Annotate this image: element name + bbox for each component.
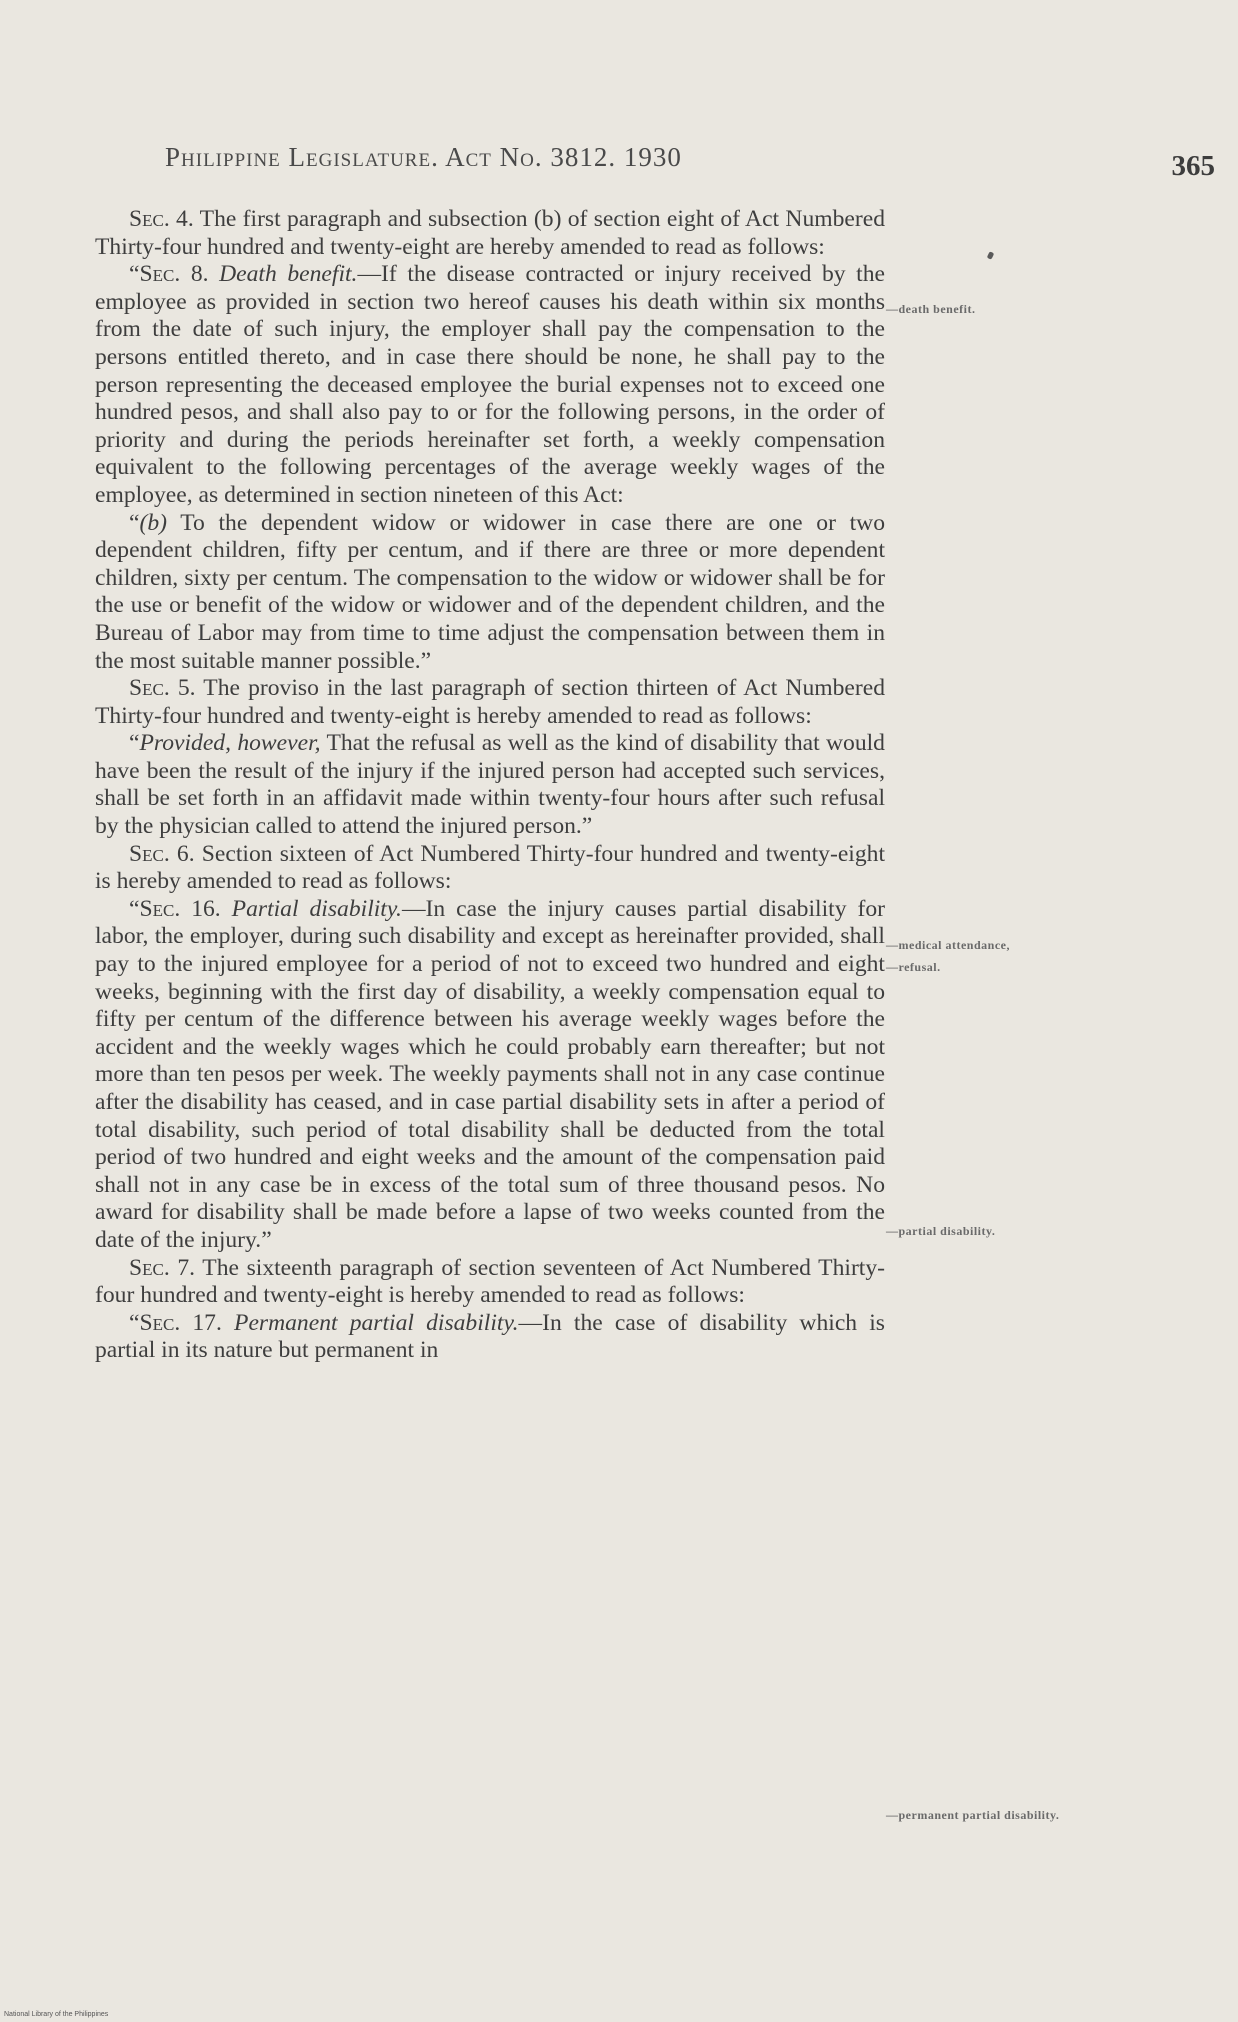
paragraph-text: The proviso in the last paragraph of section thirteen of Act Numbered Thirty-four hundred and twenty-eight is hereby amended to read as follows: — [95, 675, 885, 729]
paragraph-proviso — [95, 730, 885, 840]
paragraph-sec-6 — [95, 841, 885, 896]
open-quote: “ — [129, 509, 140, 536]
section-title: Permanent partial disability. — [221, 1309, 519, 1336]
section-label: Sec. 5. — [129, 675, 196, 702]
open-quote: “ — [129, 730, 140, 757]
paragraph-text: —If the disease contracted or injury received by the employee as provided in section two hereof causes his death within six months from the date of such injury, the employer shall pay the compensation to the persons entitled thereto, and in case there should be none, he shall pay to the person representing the deceased employee the burial expenses not to exceed one hundred pesos, and shall also pay to or for the following persons, in the order of priority and during the periods hereinafter set forth, a weekly compensation equivalent to the following percentages of the average weekly wages of the employee, as determined in section nineteen of this Act: — [95, 261, 885, 508]
page-number: 365 — [1171, 150, 1215, 182]
paragraph-text: That the refusal as well as the kind of disability that would have been the result of the injury if the injured person had accepted such services, shall be set forth in an affidavit made within twenty-four hours after such refusal by the physician called to attend the injured person.” — [95, 730, 885, 840]
paragraph-sec-16 — [95, 896, 885, 1255]
paragraph-text: —In the case of disability which is partial in its nature but permanent in — [95, 1309, 885, 1364]
section-label: Sec. 4. — [129, 206, 194, 232]
paragraph-text: Section sixteen of Act Numbered Thirty-four hundred and twenty-eight is hereby amended to read as follows: — [95, 840, 885, 895]
section-label: Sec. 16. — [139, 895, 221, 922]
open-quote: “ — [129, 1309, 140, 1336]
paragraph-sec-4 — [95, 206, 885, 261]
paragraph-sec-5 — [95, 675, 885, 730]
section-label: Sec. 7. — [129, 1254, 196, 1281]
margin-note-permanent-partial: —permanent partial disability. — [886, 1808, 1060, 1822]
proviso-label: Provided, however, — [139, 730, 321, 757]
margin-note-refusal: —refusal. — [886, 960, 941, 974]
paragraph-text: —In case the injury causes partial disability for labor, the employer, during such disability and except as hereinafter provided, shall pay to the injured employee for a period of not to exceed two hundred and eight weeks, beginning with the first day of disability, a weekly compensation equal to fifty per centum of the difference between his average weekly wages before the accident and the weekly wages which he could probably earn thereafter; but not more than ten pesos per week. The weekly payments shall not in any case continue after the disability has ceased, and in case partial disability sets in after a period of total disability, such period of total disability shall be deducted from the total period of two hundred and eight weeks and the amount of the compensation paid shall not in any case be in excess of the total sum of three thousand pesos. No award for disability shall be made before a lapse of two weeks counted from the date of the injury.” — [95, 895, 885, 1253]
margin-note-death-benefit: —death benefit. — [886, 302, 976, 316]
subsection-label: (b) — [139, 509, 167, 536]
library-footer: National Library of the Philippines — [4, 2011, 109, 2018]
paragraph-sec-17 — [95, 1310, 885, 1365]
paragraph-text: To the dependent widow or widower in case there are one or two dependent children, fifty per centum, and if there are three or more dependent children, sixty per centum. The compensation to the widow or widower shall be for the use or benefit of the widow or widower and of the dependent children, and the Bureau of Labor may from time to time adjust the compensation between them in the most suitable manner possible.” — [95, 509, 885, 674]
section-label: Sec. 17. — [139, 1309, 222, 1336]
section-label: Sec. 6. — [129, 840, 195, 867]
open-quote: “ — [129, 895, 140, 922]
section-title: Partial disability. — [220, 895, 402, 922]
section-title: Death benefit. — [208, 261, 358, 288]
running-head: Philippine Legislature. Act No. 3812. 1930 — [165, 142, 682, 172]
paragraph-sec-8 — [95, 261, 885, 509]
body-text — [95, 206, 885, 1365]
paragraph-sec-7 — [95, 1255, 885, 1310]
paragraph-text: The first paragraph and subsection (b) of section eight of Act Numbered Thirty-four hundred and twenty-eight are hereby amended to read as follows: — [95, 206, 885, 260]
paragraph-text: The sixteenth paragraph of section seventeen of Act Numbered Thirty-four hundred and twenty-eight is hereby amended to read as follows: — [95, 1254, 886, 1309]
ink-mark — [987, 251, 994, 259]
margin-note-partial-disability: —partial disability. — [886, 1224, 996, 1238]
section-label: Sec. 8. — [139, 261, 209, 288]
paragraph-subsection-b — [95, 510, 885, 676]
page-header — [165, 142, 1215, 182]
open-quote: “ — [129, 261, 140, 288]
margin-note-medical-attendance: —medical attendance, — [886, 938, 1010, 952]
